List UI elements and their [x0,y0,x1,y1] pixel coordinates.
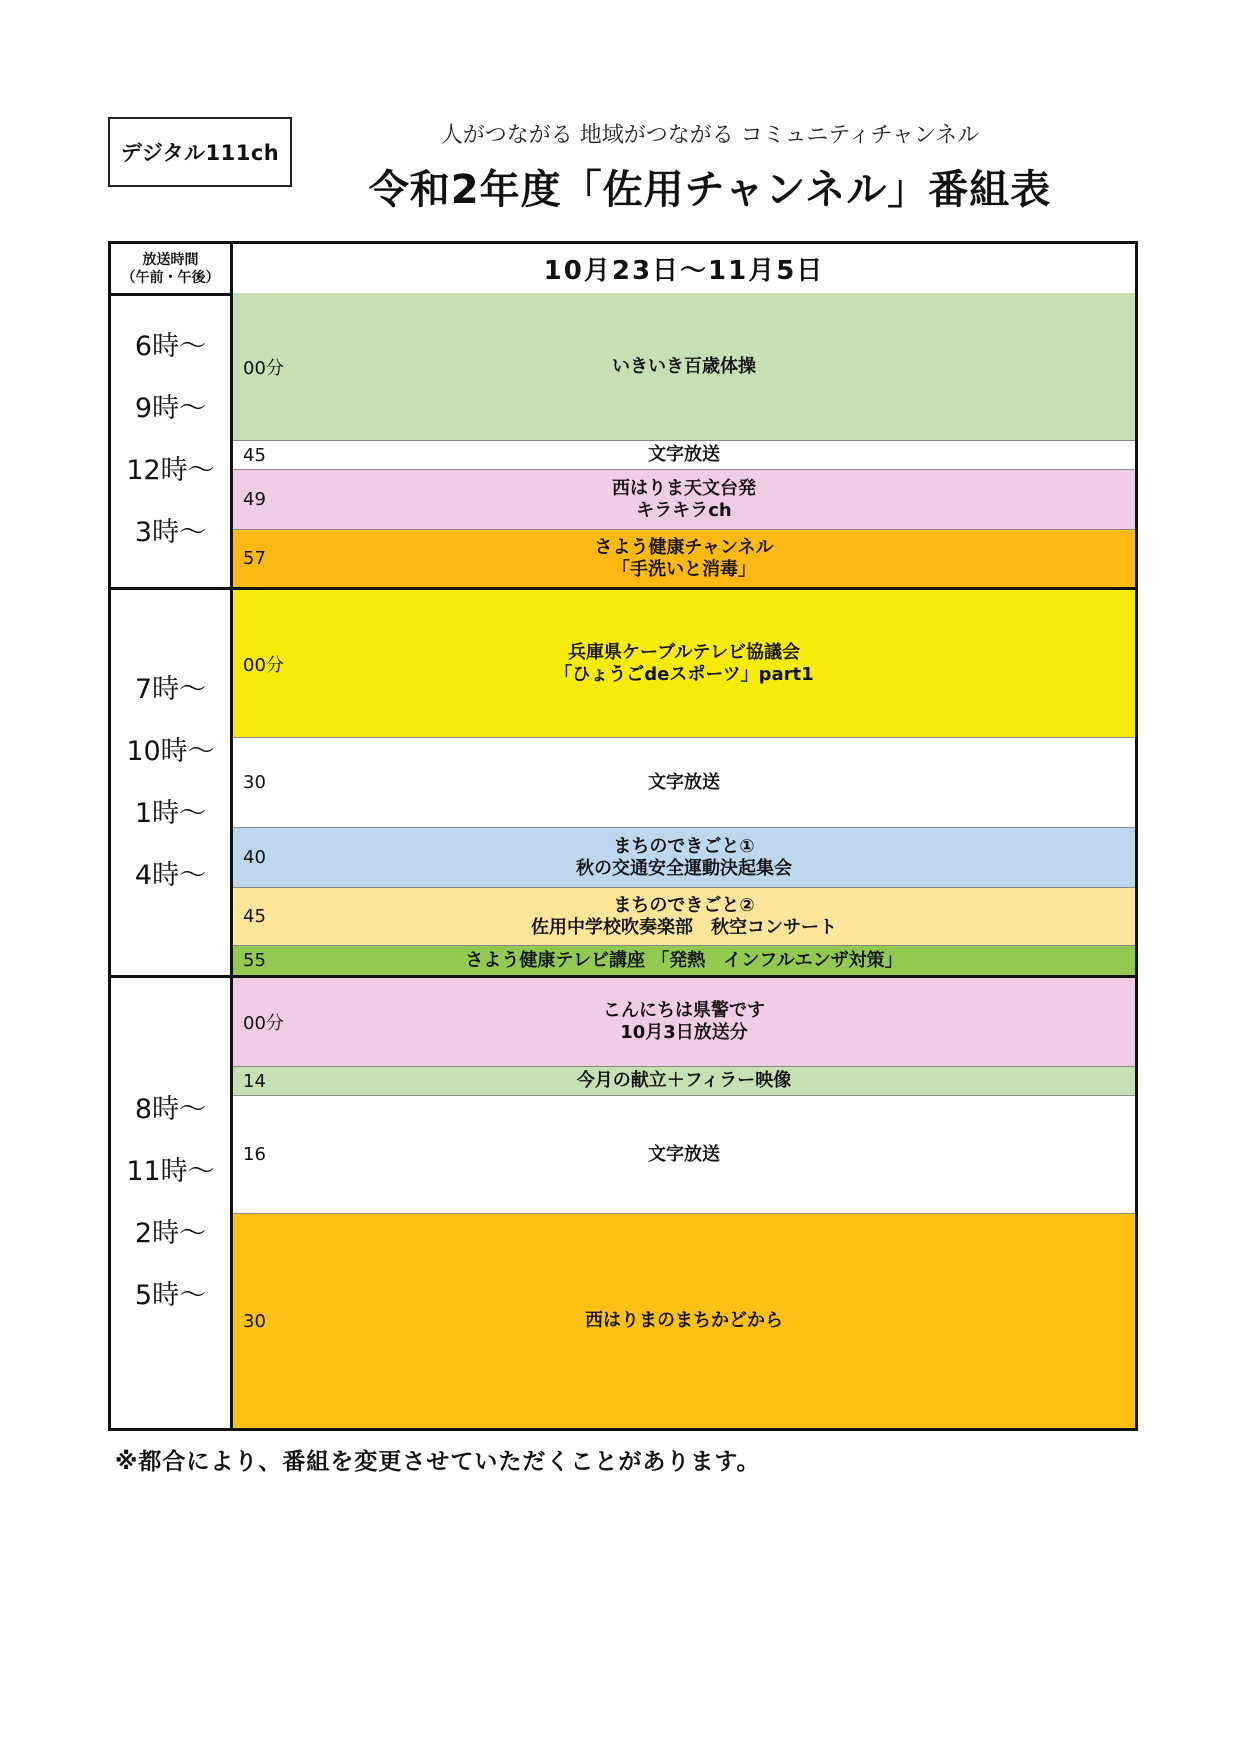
slot-minute: 45 [243,444,266,466]
program-line: さよう健康チャンネル [594,536,774,558]
start-time: 12時～ [126,455,215,486]
program-line: 秋の交通安全運動決起集会 [576,857,792,879]
program-line: キラキラch [636,499,732,521]
slot-minute: 00分 [243,357,284,379]
start-time: 9時～ [134,393,207,424]
slot-minute: 40 [243,847,266,868]
time-block-3 [111,978,1135,1428]
channel-label: デジタル111ch [108,117,292,187]
program-title [233,642,1135,686]
time-block-1 [111,293,1135,590]
program-title [233,836,1135,880]
program-line: 文字放送 [648,1143,720,1165]
broadcast-time-header-line1: 放送時間 [142,251,199,268]
program-title [233,356,1135,378]
program-line: 文字放送 [648,444,720,465]
slot-minute: 14 [243,1070,266,1092]
start-time: 4時～ [134,859,207,891]
start-time: 1時～ [134,797,207,829]
program-title [233,772,1135,794]
program-line: 「手洗いと消毒」 [612,558,756,580]
slot-minute: 16 [243,1144,266,1165]
program-slot [233,293,1135,441]
time-block-2 [111,590,1135,978]
program-line: 西はりまのまちかどから [585,1310,783,1331]
slot-minute: 00分 [243,654,284,676]
program-slot [233,1096,1135,1214]
program-slot [233,530,1135,587]
program-slot [233,441,1135,470]
program-slot [233,1067,1135,1096]
program-line: まちのできごと② [613,894,755,916]
schedule-table [108,241,1138,1431]
slot-minute: 30 [243,1310,266,1332]
program-line: まちのできごと① [613,835,755,857]
program-slot [233,470,1135,530]
slot-minute: 45 [243,906,266,927]
start-times [111,293,233,587]
start-time: 6時～ [134,331,207,362]
program-title [233,1070,1135,1092]
program-slot [233,946,1135,975]
program-title [233,478,1135,522]
slot-minute: 49 [243,489,266,510]
program-line: 西はりま天文台発 [612,477,756,499]
tagline: 人がつながる 地域がつながる コミュニティチャンネル [440,123,980,148]
program-title [233,950,1135,972]
broadcast-time-header-line2: （午前・午後） [121,269,220,286]
program-line: 今月の献立＋フィラー映像 [576,1070,792,1091]
start-times [111,590,233,975]
program-line: 兵庫県ケーブルテレビ協議会 [567,641,801,663]
page-title: 令和2年度「佐用チャンネル」番組表 [368,167,1052,213]
program-line: いきいき百歳体操 [612,355,756,377]
program-slot [233,590,1135,738]
start-time: 10時～ [126,735,215,767]
program-slot [233,978,1135,1067]
program-slot [233,888,1135,946]
start-times [111,978,233,1428]
start-time: 7時～ [134,673,207,705]
program-title [233,1310,1135,1332]
program-title [233,444,1135,466]
start-time: 5時～ [134,1280,207,1311]
date-range: 10月23日～11月5日 [543,256,825,286]
program-line: こんにちは県警です [603,1000,765,1021]
start-time: 8時～ [134,1094,207,1125]
start-time: 3時～ [134,517,207,548]
change-notice: ※都合により、番組を変更させていただくことがあります。 [115,1449,761,1475]
program-line: 文字放送 [648,771,720,793]
program-line: さよう健康テレビ講座 「発熱 インフルエンザ対策」 [465,949,903,971]
program-slot [233,828,1135,888]
program-title [233,1144,1135,1166]
slot-minute: 57 [243,548,266,569]
program-title [233,1000,1135,1044]
broadcast-time-header [111,244,233,293]
program-title [233,537,1135,581]
table-header-row [111,244,1135,296]
program-line: 10月3日放送分 [620,1022,748,1043]
start-time: 2時～ [134,1218,207,1249]
slot-minute: 00分 [243,1013,284,1034]
program-line: 佐用中学校吹奏楽部 秋空コンサート [531,916,837,938]
program-title [233,895,1135,939]
slot-minute: 30 [243,772,266,793]
program-slot [233,1214,1135,1428]
program-line: 「ひょうごdeスポーツ」part1 [554,663,814,685]
program-slot [233,738,1135,828]
start-time: 11時～ [126,1156,215,1187]
slot-minute: 55 [243,950,266,971]
